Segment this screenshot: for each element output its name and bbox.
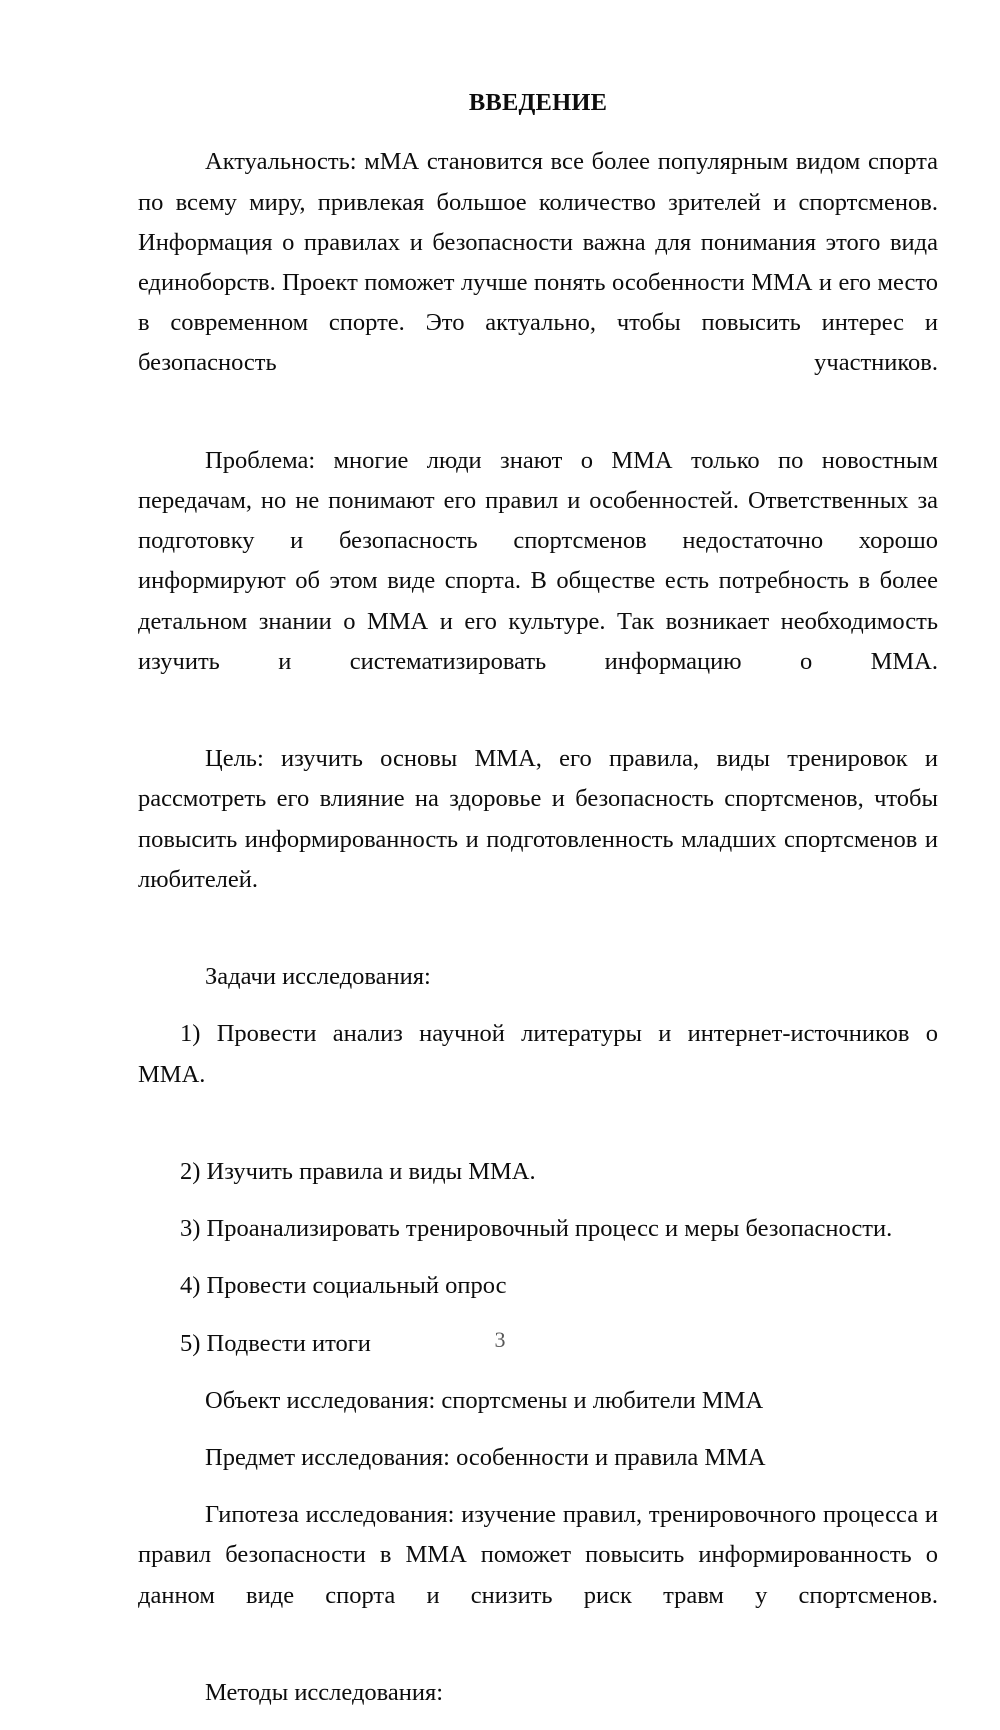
task-text-4: Провести социальный опрос <box>206 1272 507 1300</box>
task-number-4: 4) <box>180 1272 201 1300</box>
task-text-1: Провести анализ научной литературы и интернет-источников о ММА. <box>138 1020 939 1088</box>
page-title: ВВЕДЕНИЕ <box>468 89 608 116</box>
page-number: 3 <box>494 1327 506 1352</box>
task-number-3: 3) <box>180 1215 201 1243</box>
task-text-3: Проанализировать тренировочный процесс и меры безопасности. <box>206 1215 893 1243</box>
task-list-item-1 <box>138 1014 938 1135</box>
paragraph-goal: Цель: изучить основы ММА, его правила, виды тренировок и рассмотреть его влияние на здоровье и безопасность спортсменов, чтобы повысить информированность и подготовленность младших спортсменов и любителей. <box>138 745 938 893</box>
task-list-item-2 <box>138 1152 938 1192</box>
paragraph-relevance: Актуальность: мМА становится все более популярным видом спорта по всему миру, привлекая большое количество зрителей и спортсменов. Информация о правилах и безопасности важна для понимания этого вида единоборств. Проект поможет лучше понять особенности ММА и его место в современном спорте. Это актуально, чтобы повысить интерес и безопасность участников. <box>138 148 938 377</box>
task-number-5: 5) <box>180 1329 201 1357</box>
task-list-item-4 <box>138 1266 938 1306</box>
task-text-2: Изучить правила и виды ММА. <box>206 1158 536 1186</box>
document-content <box>138 88 938 1730</box>
paragraph-hypothesis: Гипотеза исследования: изучение правил, тренировочного процесса и правил безопасности в ММА поможет повысить информированность о данном виде спорта и снизить риск травм у спортсменов. <box>138 1501 938 1609</box>
methods-heading: Методы исследования: <box>205 1679 444 1707</box>
paragraph-problem: Проблема: многие люди знают о ММА только по новостным передачам, но не понимают его правил и особенностей. Ответственных за подготовку и безопасность спортсменов недостаточно хорошо информируют об этом виде спорта. В обществе есть потребность в более детальном знании о ММА и его культуре. Так возникает необходимость изучить и систематизировать информацию о ММА. <box>138 446 938 675</box>
tasks-heading: Задачи исследования: <box>205 963 431 991</box>
research-subject-line: Предмет исследования: особенности и правила ММА <box>205 1444 766 1472</box>
task-text-5: Подвести итоги <box>206 1329 371 1357</box>
task-list-item-3 <box>138 1209 938 1249</box>
task-number-1: 1) <box>180 1020 201 1048</box>
research-object-line: Объект исследования: спортсмены и любители ММА <box>205 1386 764 1414</box>
task-number-2: 2) <box>180 1158 201 1186</box>
